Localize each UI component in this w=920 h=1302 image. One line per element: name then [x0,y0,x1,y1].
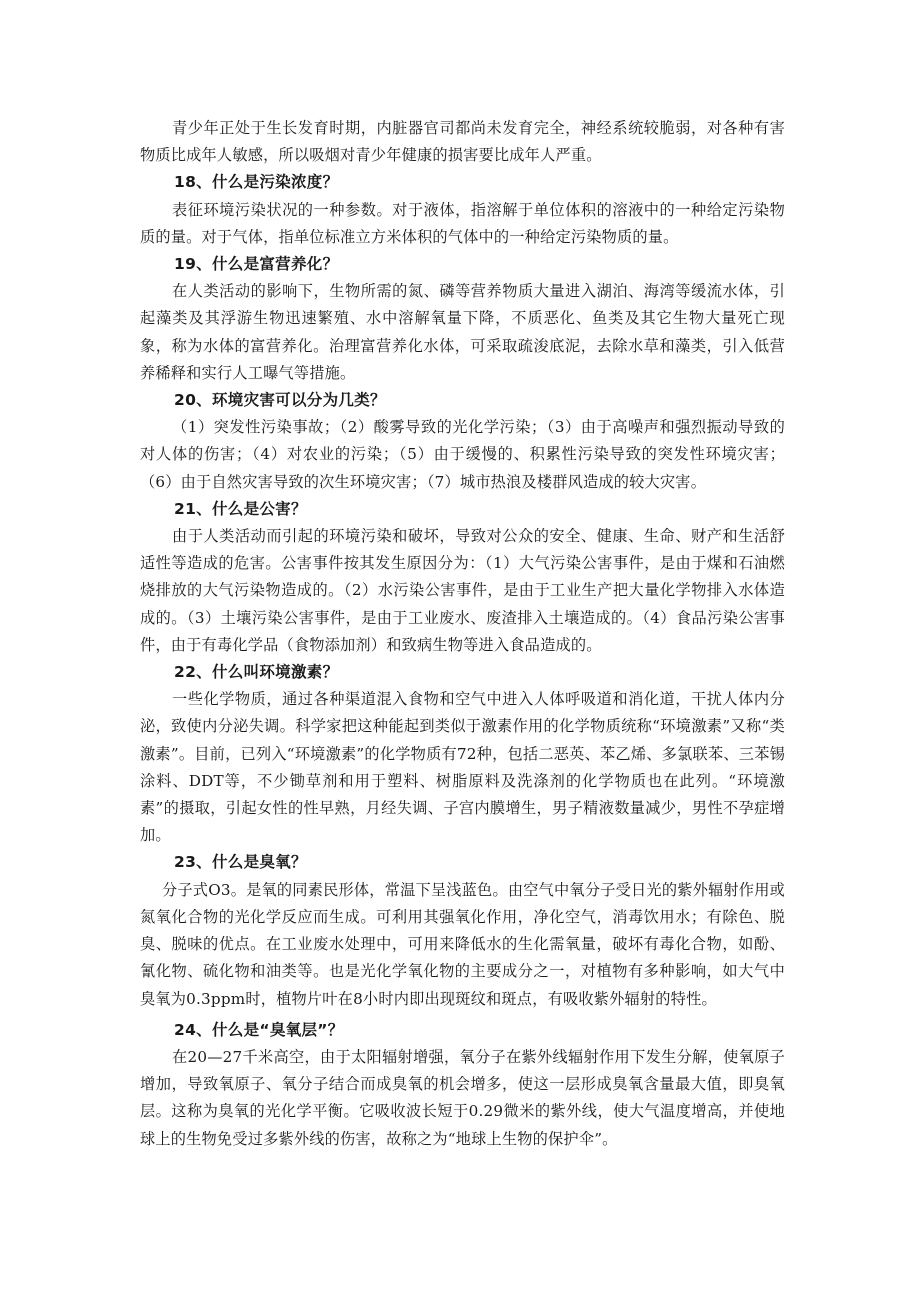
heading-24: 24、什么是“臭氧层”？ [174,1020,344,1039]
body-22: 一些化学物质，通过各种渠道混入食物和空气中进入人体呼吸道和消化道，干扰人体内分泌，致使内分泌失调。科学家把这种能起到类似于激素作用的化学物质统称“环境激素”又称“类激素”。目前，已列入“环境激素”的化学物质有72种，包括二恶英、苯乙烯、多氯联苯、三苯锡涂料、DDT等，不少锄草剂和用于塑料、树脂原料及洗涤剂的化学物质也在此列。“环境激素”的摄取，引起女性的性早熟，月经失调、子宫内膜增生，男子精液数量减少，男性不孕症增加。 [140,690,785,845]
body-20: （1）突发性污染事故；（2）酸雾导致的光化学污染；（3）由于高噪声和强烈振动导致的对人体的伤害；（4）对农业的污染；（5）由于缓慢的、积累性污染导致的突发性环境灾害；（6）由于自然灾害导致的次生环境灾害；（7）城市热浪及楼群风造成的较大灾害。 [140,418,785,491]
body-18: 表征环境污染状况的一种参数。对于液体，指溶解于单位体积的溶液中的一种给定污染物质的量。对于气体，指单位标准立方米体积的气体中的一种给定污染物质的量。 [140,200,785,246]
heading-18: 18、什么是污染浓度？ [174,173,339,192]
heading-21: 21、什么是公害？ [174,499,307,518]
body-21: 由于人类活动而引起的环境污染和破坏，导致对公众的安全、健康、生命、财产和生活舒适性等造成的危害。公害事件按其发生原因分为：（1）大气污染公害事件，是由于煤和石油燃烧排放的大气污染物造成的。（2）水污染公害事件，是由于工业生产把大量化学物排入水体造成的。（3）土壤污染公害事件，是由于工业废水、废渣排入土壤造成的。（4）食品污染公害事件，由于有毒化学品（食物添加剂）和致病生物等进入食品造成的。 [140,527,785,654]
heading-20: 20、环境灾害可以分为几类？ [174,391,386,410]
heading-22: 22、什么叫环境激素？ [174,663,339,682]
intro-paragraph: 青少年正处于生长发育时期，内脏器官司都尚未发育完全，神经系统较脆弱，对各种有害物质比成年人敏感，所以吸烟对青少年健康的损害要比成年人严重。 [140,119,785,165]
heading-19: 19、什么是富营养化？ [174,255,339,274]
body-24: 在20—27千米高空，由于太阳辐射增强，氧分子在紫外线辐射作用下发生分解，使氧原子增加，导致氧原子、氧分子结合而成臭氧的机会增多，使这一层形成臭氧含量最大值，即臭氧层。这称为臭氧的光化学平衡。它吸收波长短于0.29微米的紫外线，使大气温度增高，并使地球上的生物免受过多紫外线的伤害，故称之为“地球上生物的保护伞”。 [140,1047,785,1148]
heading-23: 23、什么是臭氧？ [174,853,307,872]
body-23: 分子式O3。是氧的同素民形体，常温下呈浅蓝色。由空气中氧分子受日光的紫外辐射作用或氮氧化合物的光化学反应而生成。可利用其强氧化作用，净化空气，消毒饮用水；有除色、脱臭、脱味的优点。在工业废水处理中，可用来降低水的生化需氧量，破坏有毒化合物，如酚、氰化物、硫化物和油类等。也是光化学氧化物的主要成分之一，对植物有多种影响，如大气中臭氧为0.3ppm时，植物片叶在8小时内即出现斑纹和斑点，有吸收紫外辐射的特性。 [140,880,785,1008]
body-19: 在人类活动的影响下，生物所需的氮、磷等营养物质大量进入湖泊、海湾等缓流水体，引起藻类及其浮游生物迅速繁殖、水中溶解氧量下降，不质恶化、鱼类及其它生物大量死亡现象，称为水体的富营养化。治理富营养化水体，可采取疏浚底泥，去除水草和藻类，引入低营养稀释和实行人工曝气等措施。 [140,282,785,382]
document-body [140,115,785,1153]
